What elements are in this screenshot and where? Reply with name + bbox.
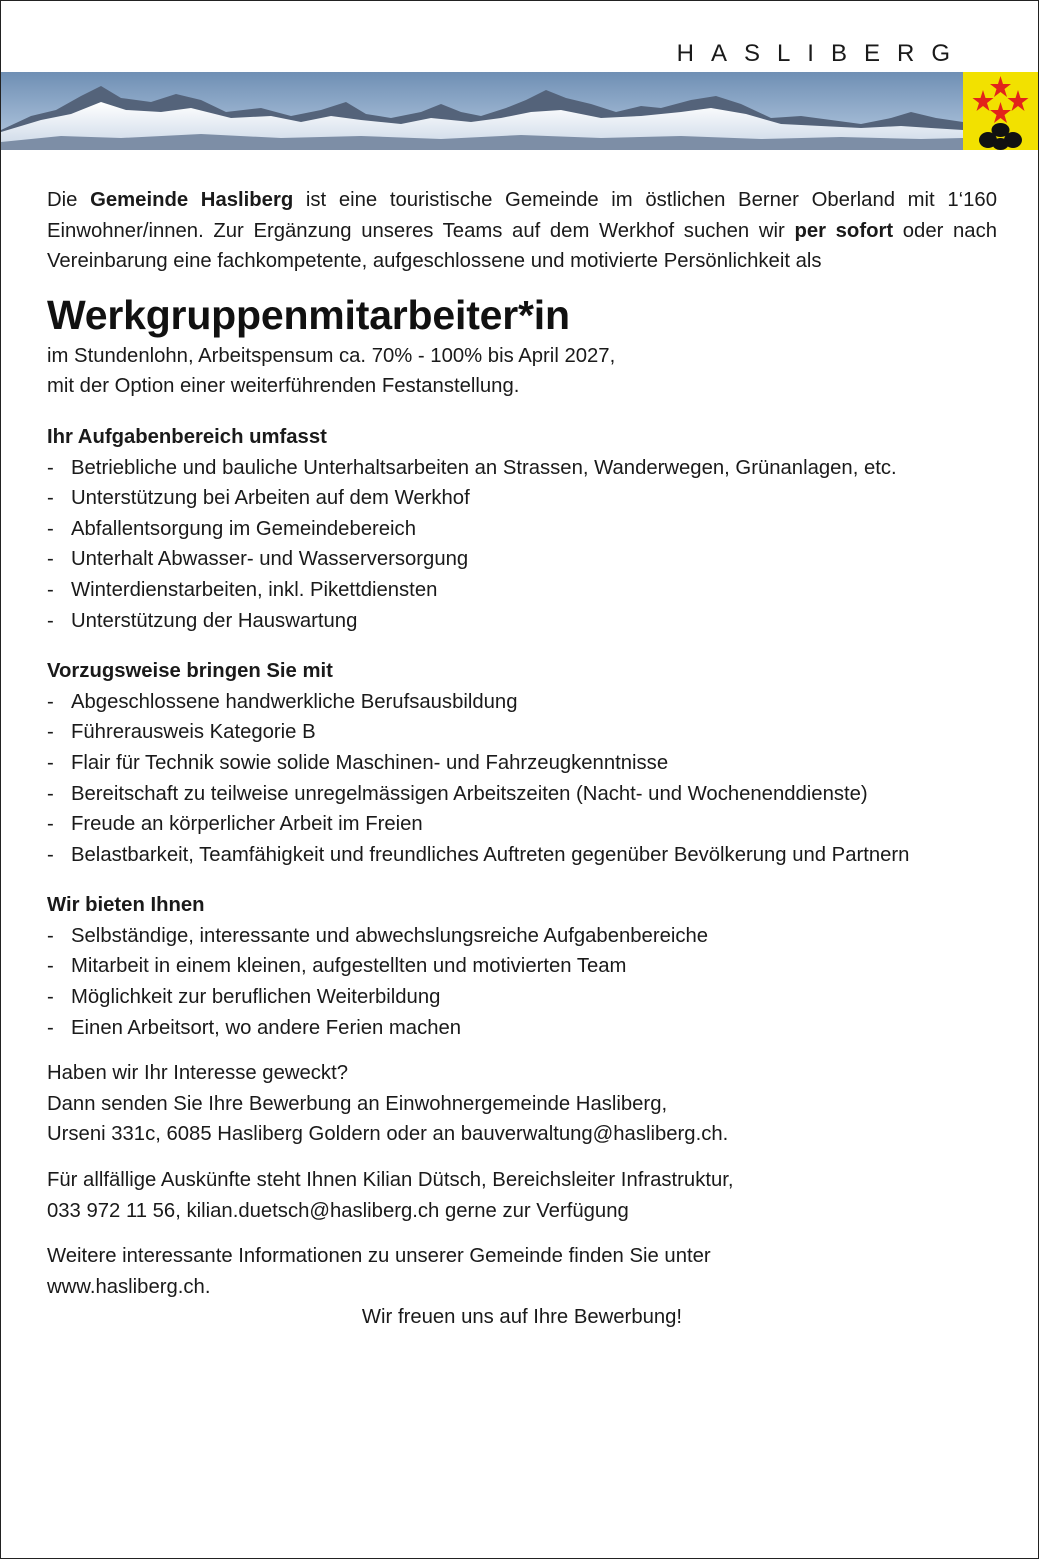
application-paragraph bbox=[47, 1058, 997, 1150]
dash-bullet: - bbox=[47, 690, 54, 713]
more-info-line: Weitere interessante Informationen zu unserer Gemeinde finden Sie unter bbox=[47, 1245, 711, 1268]
separator: , bbox=[175, 1199, 187, 1222]
section-heading-requirements: Vorzugsweise bringen Sie mit bbox=[47, 660, 333, 683]
dash-bullet: - bbox=[47, 517, 54, 540]
intro-text: oder nach Vereinbarung eine fachkompetente, aufgeschlossene und motivierte Persönlichkeit als bbox=[47, 219, 998, 273]
mountain-panorama-icon bbox=[1, 72, 963, 150]
more-info-line bbox=[47, 1272, 997, 1303]
closing-line: Wir freuen uns auf Ihre Bewerbung! bbox=[361, 1306, 683, 1329]
list-item bbox=[47, 809, 997, 840]
dash-bullet: - bbox=[47, 1016, 54, 1039]
punctuation: . bbox=[204, 1275, 211, 1298]
dash-bullet: - bbox=[47, 955, 54, 978]
start-date-emphasis: per sofort bbox=[794, 219, 894, 242]
contact-line: Für allfällige Auskünfte steht Ihnen Kilian Dütsch, Bereichsleiter Infrastruktur, bbox=[47, 1169, 734, 1192]
application-address: Urseni 331c, 6085 Hasliberg Goldern oder an bbox=[47, 1123, 461, 1146]
coat-of-arms-icon bbox=[963, 72, 1038, 150]
municipality-name: Gemeinde Hasliberg bbox=[90, 189, 294, 211]
list-item-text: Betriebliche und bauliche Unterhaltsarbeiten an Strassen, Wanderwegen, Grünanlagen, etc. bbox=[71, 456, 897, 479]
contact-email-link[interactable]: kilian.duetsch@hasliberg.ch bbox=[186, 1199, 440, 1222]
application-line: Dann senden Sie Ihre Bewerbung an Einwohnergemeinde Hasliberg, bbox=[47, 1092, 668, 1115]
application-line: Haben wir Ihr Interesse geweckt? bbox=[47, 1062, 348, 1085]
contact-suffix: gerne zur Verfügung bbox=[439, 1199, 629, 1222]
website-link[interactable]: www.hasliberg.ch bbox=[47, 1275, 205, 1298]
dash-bullet: - bbox=[47, 578, 54, 601]
list-item-text: Möglichkeit zur beruflichen Weiterbildung bbox=[71, 986, 441, 1009]
list-item bbox=[47, 951, 997, 982]
list-item bbox=[47, 514, 997, 545]
list-item-text: Freude an körperlicher Arbeit im Freien bbox=[71, 813, 423, 836]
list-item-text: Belastbarkeit, Teamfähigkeit und freundliches Auftreten gegenüber Bevölkerung und Partnern bbox=[71, 843, 910, 866]
dash-bullet: - bbox=[47, 986, 54, 1009]
brand-wordmark: HASLIBERG bbox=[676, 40, 967, 67]
list-item bbox=[47, 748, 997, 779]
application-line bbox=[47, 1119, 997, 1150]
more-info-paragraph bbox=[47, 1241, 997, 1302]
list-item-text: Abgeschlossene handwerkliche Berufsausbildung bbox=[71, 690, 518, 713]
job-terms-line: im Stundenlohn, Arbeitspensum ca. 70% - 100% bis April 2027, bbox=[47, 344, 616, 367]
list-item bbox=[47, 544, 997, 575]
coat-of-arms bbox=[963, 72, 1038, 150]
list-item bbox=[47, 453, 997, 484]
contact-paragraph bbox=[47, 1165, 997, 1226]
list-item-text: Mitarbeit in einem kleinen, aufgestellten und motivierten Team bbox=[71, 955, 627, 978]
list-item-text: Unterstützung bei Arbeiten auf dem Werkhof bbox=[71, 487, 470, 510]
section-heading-offer: Wir bieten Ihnen bbox=[47, 894, 205, 917]
dash-bullet: - bbox=[47, 456, 54, 479]
list-item-text: Einen Arbeitsort, wo andere Ferien machen bbox=[71, 1016, 462, 1039]
dash-bullet: - bbox=[47, 487, 54, 510]
list-item-text: Winterdienstarbeiten, inkl. Pikettdiensten bbox=[71, 578, 438, 601]
dash-bullet: - bbox=[47, 924, 54, 947]
intro-text: Die bbox=[47, 189, 91, 211]
list-item-text: Flair für Technik sowie solide Maschinen- und Fahrzeugkenntnisse bbox=[71, 751, 669, 774]
list-item bbox=[47, 982, 997, 1013]
dash-bullet: - bbox=[47, 721, 54, 744]
list-item-text: Selbständige, interessante und abwechslungsreiche Aufgabenbereiche bbox=[71, 924, 709, 947]
punctuation: . bbox=[722, 1123, 729, 1146]
list-item bbox=[47, 687, 997, 718]
section-heading-tasks: Ihr Aufgabenbereich umfasst bbox=[47, 425, 327, 448]
mountain-panorama-banner bbox=[1, 72, 963, 150]
list-item bbox=[47, 575, 997, 606]
list-item-text: Unterhalt Abwasser- und Wasserversorgung bbox=[71, 548, 469, 571]
list-item bbox=[47, 483, 997, 514]
tasks-list bbox=[47, 453, 997, 637]
list-item bbox=[47, 779, 997, 810]
dash-bullet: - bbox=[47, 609, 54, 632]
dash-bullet: - bbox=[47, 751, 54, 774]
list-item bbox=[47, 717, 997, 748]
list-item bbox=[47, 606, 997, 637]
job-terms-line: mit der Option einer weiterführenden Festanstellung. bbox=[47, 375, 520, 398]
intro-paragraph bbox=[47, 185, 997, 277]
dash-bullet: - bbox=[47, 548, 54, 571]
list-item-text: Abfallentsorgung im Gemeindebereich bbox=[71, 517, 416, 540]
dash-bullet: - bbox=[47, 813, 54, 836]
requirements-list bbox=[47, 687, 997, 871]
list-item-text: Unterstützung der Hauswartung bbox=[71, 609, 358, 632]
contact-phone[interactable]: 033 972 11 56 bbox=[47, 1199, 176, 1222]
offer-list bbox=[47, 921, 997, 1043]
job-ad-content bbox=[47, 185, 997, 1333]
dash-bullet: - bbox=[47, 843, 54, 866]
contact-line bbox=[47, 1196, 997, 1227]
list-item bbox=[47, 1013, 997, 1044]
application-email-link[interactable]: bauverwaltung@hasliberg.ch bbox=[460, 1123, 723, 1146]
list-item-text: Bereitschaft zu teilweise unregelmässigen Arbeitszeiten (Nacht- und Wochenenddienste) bbox=[71, 782, 868, 805]
intro-text: ist eine touristische Gemeinde im östlichen Berner Oberland mit 1‘160 Einwohner/innen. Zur Ergänzung unseres Teams auf dem Werkhof suchen wir bbox=[47, 189, 997, 242]
job-title: Werkgruppenmitarbeiter*in bbox=[47, 291, 570, 338]
list-item-text: Führerausweis Kategorie B bbox=[71, 721, 316, 744]
list-item bbox=[47, 921, 997, 952]
list-item bbox=[47, 840, 997, 871]
dash-bullet: - bbox=[47, 782, 54, 805]
